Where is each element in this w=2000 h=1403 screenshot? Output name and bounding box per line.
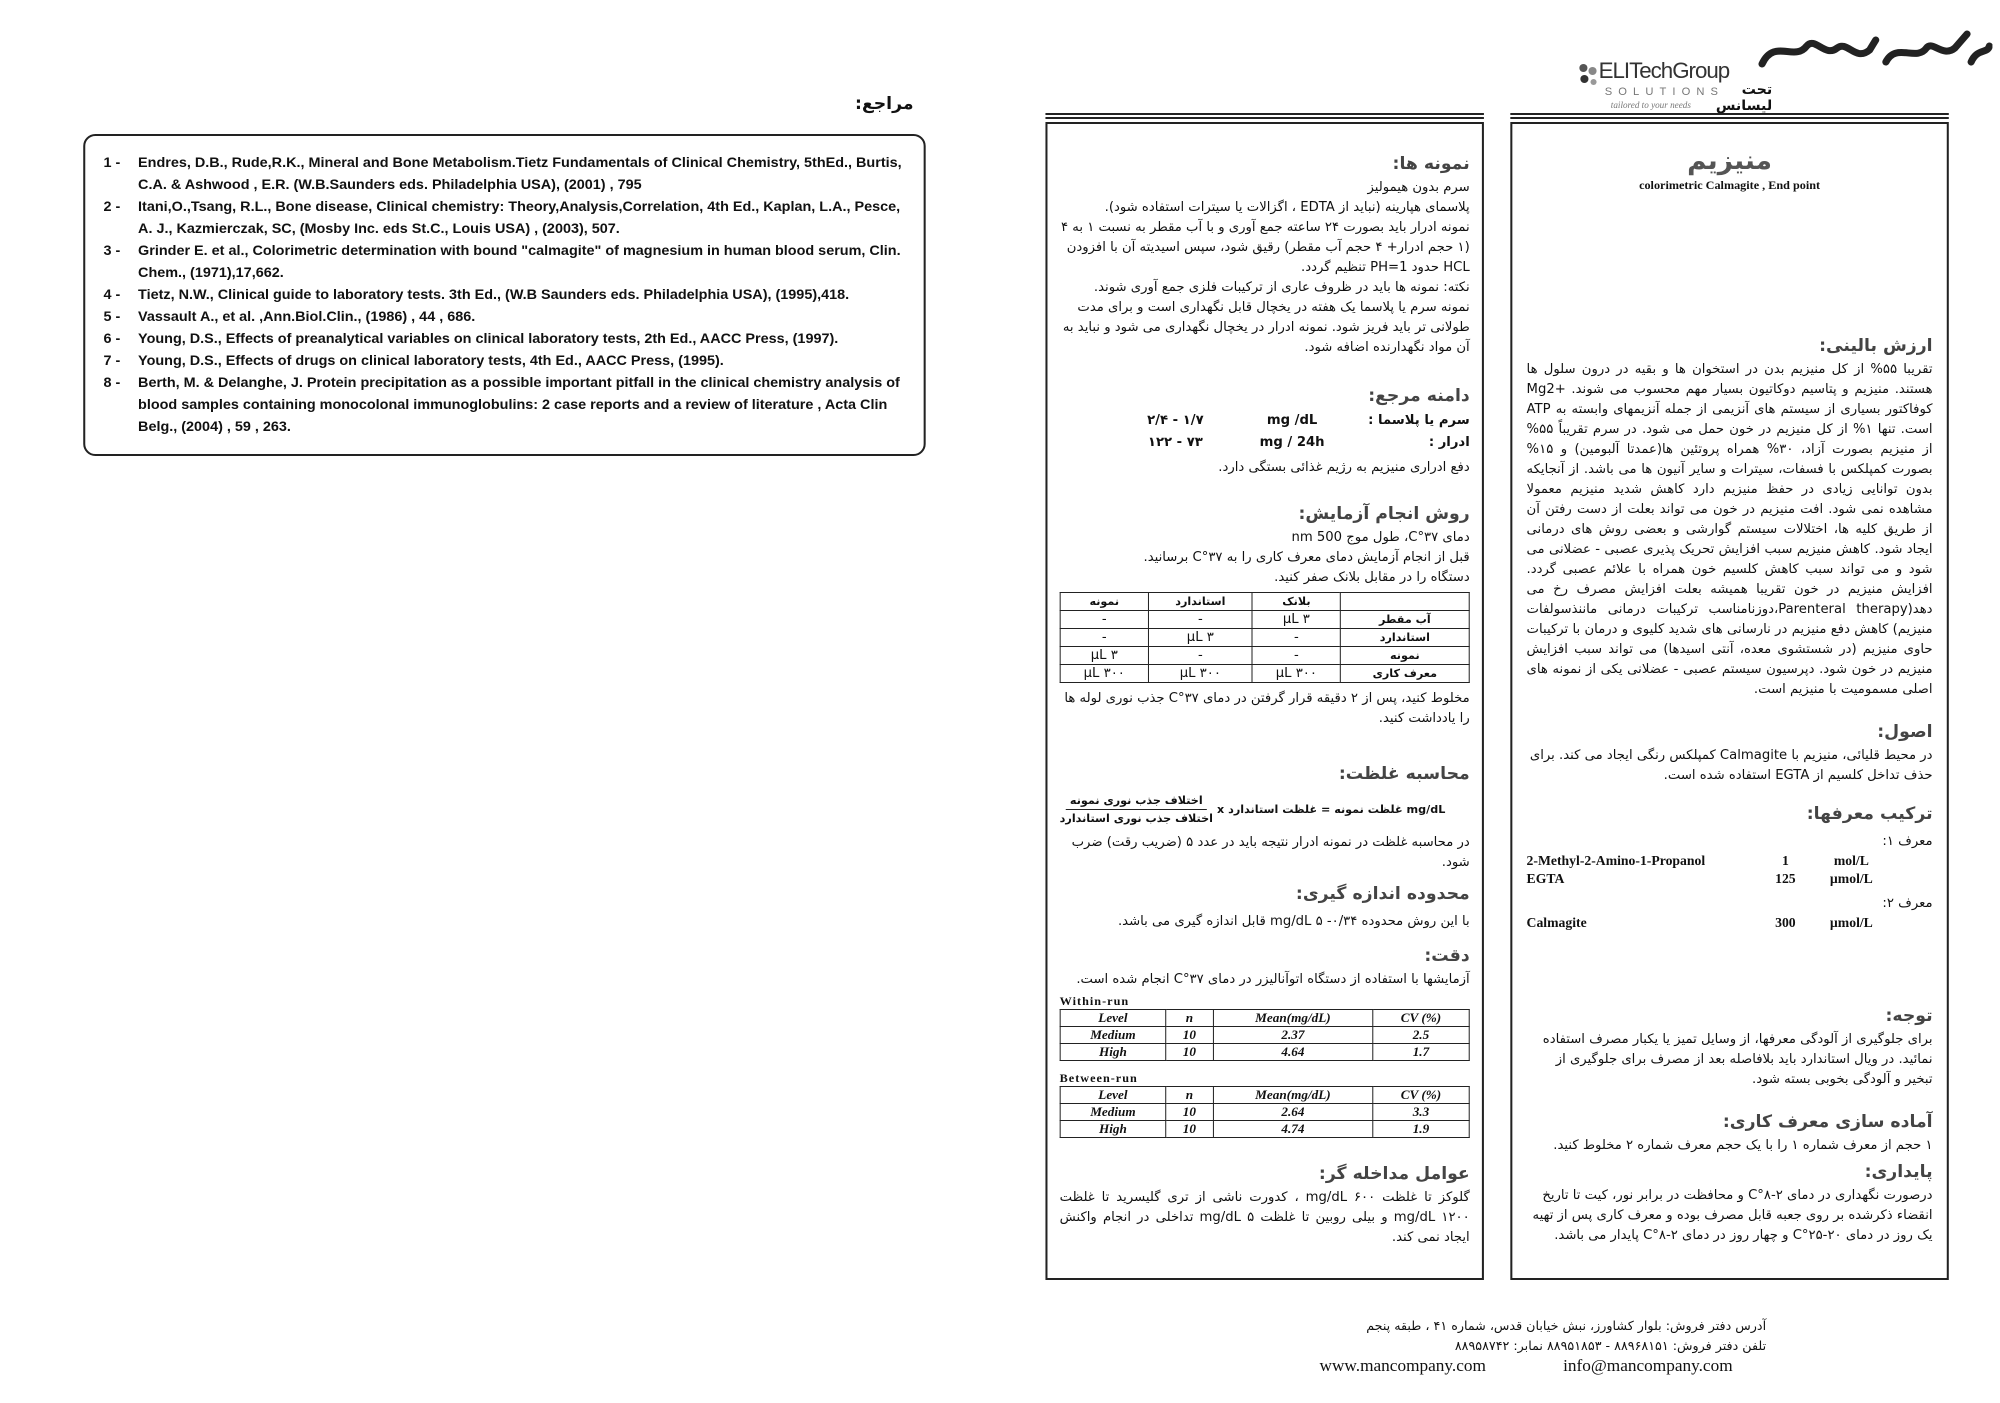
calc-formula (1060, 794, 1470, 825)
mid-column (1045, 122, 1483, 1280)
reagent-unit: µmol/L (1829, 871, 1873, 886)
partner-dots-icon (1576, 62, 1598, 92)
precision-cell: High (1060, 1044, 1166, 1061)
reagents-heading: ترکیب معرفها: (1806, 804, 1933, 824)
references-list (104, 152, 906, 438)
footer-email[interactable]: info@mancompany.com (1563, 1356, 1733, 1375)
procedure-line-3: دستگاه را در مقابل بلانک صفر کنید. (1274, 570, 1470, 585)
procedure-cell: نمونه (1340, 647, 1469, 665)
reference-item (104, 306, 906, 328)
stability-heading: پایداری: (1864, 1162, 1933, 1182)
ranges-heading: دامنه مرجع: (1368, 386, 1470, 406)
interference-body: گلوکز تا غلظت mg/dL ۶۰۰ ، کدورت ناشی از تری گلیسرید تا غلظت mg/dL ۱۲۰۰ و بیلی روبین تا غلظت mg/dL ۵ تداخلی در انجام واکنش ایجاد نمی کند. (1059, 1190, 1470, 1245)
precision-cell: Medium (1060, 1104, 1166, 1121)
precision-cell: 2.5 (1373, 1027, 1470, 1044)
calc-section (1060, 764, 1470, 873)
procedure-col-header (1340, 593, 1469, 611)
clinical-heading: ارزش بالینی: (1819, 336, 1933, 356)
procedure-col-header: بلانک (1252, 593, 1340, 611)
procedure-table-row (1060, 665, 1469, 683)
reagent-row (1527, 914, 1933, 932)
procedure-cell: آب مقطر (1340, 611, 1469, 629)
range-row (1060, 410, 1470, 432)
footer-website[interactable]: www.mancompany.com (1319, 1356, 1486, 1375)
reagent-conc: 300 (1775, 915, 1796, 930)
reagent-name: 2-Methyl-2-Amino-1-Propanol (1526, 853, 1706, 868)
principle-section (1527, 722, 1933, 786)
reference-text: Vassault A., et al. ,Ann.Biol.Clin., (1986) , 44 , 686. (138, 309, 476, 325)
brand-logo-mark (1754, 18, 1993, 78)
calc-heading: محاسبه غلظت: (1338, 764, 1470, 784)
partner-logo (1576, 56, 1769, 116)
note-body: برای جلوگیری از آلودگی معرفها، از وسایل تمیز یا یکبار مصرف استفاده نمائید. در ویال استاندارد باید بلافاصله بعد از مصرف برای جلوگیری از تبخیر و آلودگی بخوبی بسته شود. (1542, 1032, 1933, 1087)
working-body: ۱ حجم از معرف شماره ۱ را با یک حجم معرف شماره ۲ مخلوط کنید. (1553, 1138, 1933, 1153)
precision-col-header: n (1166, 1010, 1213, 1027)
precision-row (1060, 1044, 1469, 1061)
reference-text: Endres, D.B., Rude,R.K., Mineral and Bone Metabolism.Tietz Fundamentals of Clinical Chemistry, 5thEd., Burtis, C.A. & Ashwood , E.R. (W.B.Saunders eds. Philadelphia USA), (2001) , 795 (138, 155, 902, 193)
procedure-after: مخلوط کنید، پس از ۲ دقیقه قرار گرفتن در دمای ۳۷°C جذب نوری لوله ها را یادداشت کنید. (1064, 691, 1470, 726)
right-column (1510, 122, 1948, 1280)
clinical-section (1527, 336, 1933, 700)
reference-number: 5 - (103, 309, 121, 325)
procedure-cell: - (1060, 629, 1148, 647)
precision-row (1060, 1121, 1469, 1138)
precision-col-header: Level (1060, 1087, 1166, 1104)
reagent-row (1527, 852, 1933, 870)
precision-cell: 3.3 (1373, 1104, 1470, 1121)
procedure-table-header (1060, 593, 1469, 611)
reagent-name: Calmagite (1526, 915, 1587, 930)
precision-row (1060, 1027, 1469, 1044)
reagent-unit: µmol/L (1829, 915, 1873, 930)
range-label: سرم یا پلاسما : (1368, 413, 1470, 428)
precision-cell: 2.64 (1213, 1104, 1373, 1121)
reference-number: 7 - (103, 353, 121, 369)
calc-note: در محاسبه غلظت در نمونه ادرار نتیجه باید در عدد ۵ (ضریب رقت) ضرب شود. (1071, 835, 1470, 870)
reference-item (104, 372, 906, 438)
reagent1-list (1527, 852, 1933, 888)
range-value: ۷۳ - ۱۲۲ (1147, 435, 1203, 450)
procedure-cell: استاندارد (1340, 629, 1469, 647)
reference-number: 6 - (103, 331, 121, 347)
references-box (83, 134, 925, 456)
ranges-rows (1060, 410, 1470, 454)
within-run-table (1060, 1009, 1470, 1061)
clinical-body: تقریبا ۵۵% از کل منیزیم بدن در استخوان ها و بقیه در درون سلول ها هستند. منیزیم و پتاسیم دوکاتیون بسیار مهم محسوب می شوند. +Mg2 کوفاکتور بسیاری از سیستم های آنزیمی از جمله آنزیمهای وابسته به ATP است. تنها ۱% از کل منیزیم در خون حمل می شود. در سرم تقریباً ۵۵% از منیزیم بصورت آزاد، ۳۰% همراه پروتئین ها(عمدتا آلبومین) و ۱۵% بصورت کمپلکس با فسفات، سیترات و سایر آنیون ها می باشد. از آنجایکه بدون توانایی زیادی در حفظ منیزیم دارد کاهش شدید منیزیم معمولا مشاهده نمی شود. افت منیزیم در خون می تواند بعلت از دست رفتن آن از طریق کلیه ها، اختلالات سیستم گوارشی و بعضی روش های درمانی ایجاد شود. کاهش منیزیم سبب افزایش تحریک پذیری عصبی - عضلانی می شود و می تواند سبب کاهش کلسیم خون همراه با علائم عصبی گردد. افزایش منیزیم در خون تقریبا همیشه بعلت افزایش مصرف رخ می دهد(Parenteral therapy،دوزنامناسب ترکیبات درمانی ماننذسولفات منیزیم) کاهش دفع منیزیم در نارسانی های شدید کلیوی و درمان با ترکیبات حاوی منیزیم (در شستشوی معده، آنتی اسیدها) می تواند سبب افزایش منیزیم در خون شود. دپرسیون سیستم عصبی - عضلانی یکی از نمونه های اصلی مسمومیت با منیزیم است. (1526, 362, 1933, 697)
specimens-body: سرم بدون هیمولیز پلاسمای هپارینه (نباید از EDTA ، اگزالات یا سیترات استفاده شود). نمونه ادرار باید بصورت ۲۴ ساعته جمع آوری و با آب مقطر به نسبت ۱ به ۴ (۱ حجم ادرار+ ۴ حجم آب مقطر) رقیق شود، سپس اسیدیته آن با افزودن HCL حدود PH=1 تنظیم گردد. نکته: نمونه ها باید در ظروف عاری از ترکیبات فلزی جمع آوری شوند. نمونه سرم یا پلاسما یک هفته در یخچال قابل نگهداری است و برای مدت طولانی تر باید فریز شود. نمونه ادرار در یخچال نگهداری می شود و نباید به آن مواد نگهدارنده اضافه شود. (1060, 180, 1470, 355)
procedure-cell: ۳۰۰ µL (1060, 665, 1148, 683)
within-run-label: Within-run (1059, 994, 1130, 1008)
procedure-cell: ۳۰۰ µL (1252, 665, 1340, 683)
working-heading: آماده سازی معرف کاری: (1722, 1112, 1933, 1132)
reference-item (104, 350, 906, 372)
precision-col-header: Mean(mg/dL) (1213, 1010, 1373, 1027)
license-label: تحت لیسانس (1715, 82, 1773, 114)
procedure-line-1: دمای ۳۷°C، طول موج 500 nm (1291, 530, 1470, 545)
procedure-cell: - (1148, 647, 1252, 665)
precision-col-header: Level (1060, 1010, 1166, 1027)
principle-heading: اصول: (1877, 722, 1933, 742)
mid-top-rule (1045, 113, 1483, 119)
precision-cell: 1.7 (1373, 1044, 1470, 1061)
reference-number: 3 - (103, 243, 121, 259)
partner-tagline: tailored to your needs (1610, 100, 1691, 110)
reference-text: Berth, M. & Delanghe, J. Protein precipitation as a possible important pitfall in the clinical chemistry analysis of blood samples containing monocolonal immunoglobulins: 2 case reports and a review of literature , Acta Clin Belg., (2004) , 59 , 263. (138, 375, 900, 435)
calc-lhs: mg/dL غلظت نمونه = غلظت استاندارد x (1217, 803, 1446, 816)
procedure-table-row (1060, 629, 1469, 647)
note-heading: توجه: (1885, 1006, 1933, 1026)
partner-sub: SOLUTIONS (1604, 86, 1725, 98)
footer-address: آدرس دفتر فروش: بلوار کشاورز، نبش خیابان قدس، شماره ۴۱ ، طبقه پنجم (1366, 1318, 1767, 1333)
reference-number: 2 - (103, 199, 121, 215)
reagent-unit: mol/L (1833, 853, 1869, 868)
precision-cell: 10 (1166, 1044, 1213, 1061)
reagent-row (1527, 870, 1933, 888)
precision-cell: Medium (1060, 1027, 1166, 1044)
procedure-col-header: نمونه (1060, 593, 1148, 611)
partner-name: ELITechGroup (1598, 58, 1730, 83)
precision-cell: 10 (1166, 1027, 1213, 1044)
precision-col-header: n (1166, 1087, 1213, 1104)
between-run-label: Between-run (1059, 1071, 1138, 1085)
range-row (1060, 432, 1470, 454)
precision-body: آزمایشها با استفاده از دستگاه اتوآنالیزر در دمای ۳۷°C انجام شده است. (1076, 972, 1470, 987)
principle-body: در محیط قلیائی، منیزیم با Calmagite کمپلکس رنگی ایجاد می کند. برای حذف تداخل کلسیم از EGTA استفاده شده است. (1529, 748, 1933, 783)
reference-text: Young, D.S., Effects of drugs on clinical laboratory tests, 4th Ed., AACC Press, (1995). (138, 353, 724, 369)
specimens-section (1060, 154, 1470, 358)
procedure-table-row (1060, 611, 1469, 629)
title-block (1512, 146, 1946, 193)
reference-item (104, 284, 906, 306)
stability-body: درصورت نگهداری در دمای ۲-۸°C و محافظت در برابر نور، کیت تا تاریخ انقضاء ذکرشده بر روی جعبه قابل مصرف بوده و معرف کاری پس از تهیه یک روز در دمای ۲۰-۲۵°C و چهار روز در دمای ۲-۸°C پایدار می باشد. (1532, 1188, 1933, 1243)
procedure-cell: ۳ µL (1148, 629, 1252, 647)
reagent1-label: معرف ۱: (1882, 834, 1933, 849)
procedure-heading: روش انجام آزمایش: (1298, 504, 1470, 524)
precision-cell: 10 (1166, 1121, 1213, 1138)
precision-header (1060, 1087, 1469, 1104)
product-subtitle: colorimetric Calmagite , End point (1639, 178, 1821, 192)
product-title: منیزیم (1687, 146, 1773, 176)
note-section (1527, 1006, 1933, 1090)
ranges-section (1060, 386, 1470, 478)
precision-cell: 10 (1166, 1104, 1213, 1121)
calc-fraction (1060, 794, 1213, 825)
precision-cell: 2.37 (1213, 1027, 1373, 1044)
reagent-conc: 1 (1781, 853, 1789, 868)
precision-heading: دقت: (1424, 946, 1470, 966)
interference-heading: عوامل مداخله گر: (1318, 1164, 1470, 1184)
reference-item (104, 328, 906, 350)
procedure-cell: ۳ µL (1060, 647, 1148, 665)
reference-text: Grinder E. et al., Colorimetric determination with bound "calmagite" of magnesium in human blood serum, Clin. Chem., (1971),17,662. (138, 243, 901, 281)
range-value: ۱/۷ - ۲/۴ (1147, 413, 1204, 428)
interference-section (1060, 1164, 1470, 1248)
range-label: ادرار : (1428, 435, 1470, 450)
precision-row (1060, 1104, 1469, 1121)
precision-header (1060, 1010, 1469, 1027)
reference-text: Young, D.S., Effects of preanalytical variables on clinical laboratory tests, 2th Ed., AACC Press, (1997). (138, 331, 839, 347)
reagent2-list (1527, 914, 1933, 932)
procedure-cell: - (1060, 611, 1148, 629)
precision-cell: 1.9 (1373, 1121, 1470, 1138)
stability-section (1527, 1162, 1933, 1246)
procedure-cell: - (1148, 611, 1252, 629)
footer-phone: تلفن دفتر فروش: ۸۸۹۶۸۱۵۱ - ۸۸۹۵۱۸۵۳ نمابر: ۸۸۹۵۸۷۴۲ (1454, 1338, 1767, 1353)
references-title: مراجع: (855, 94, 914, 114)
reagents-section (1527, 804, 1933, 932)
working-section (1527, 1112, 1933, 1156)
procedure-cell: ۳۰۰ µL (1148, 665, 1252, 683)
precision-col-header: Mean(mg/dL) (1213, 1087, 1373, 1104)
reference-number: 4 - (103, 287, 121, 303)
reference-number: 1 - (103, 155, 121, 171)
calc-denominator: اختلاف جذب نوری استاندارد (1059, 812, 1213, 825)
range-unit: mg / 24h (1259, 435, 1325, 450)
range-unit: mg /dL (1266, 413, 1318, 428)
procedure-section (1060, 504, 1470, 729)
reference-item (104, 152, 906, 196)
right-top-rule (1510, 113, 1948, 119)
between-run-table (1060, 1086, 1470, 1138)
precision-col-header: CV (%) (1373, 1087, 1470, 1104)
linearity-body: با این روش محدوده mg/dL ۵ -۰/۳۴ قابل اندازه گیری می باشد. (1117, 914, 1470, 929)
reagent-name: EGTA (1526, 871, 1565, 886)
precision-cell: High (1060, 1121, 1166, 1138)
precision-cell: 4.64 (1213, 1044, 1373, 1061)
brand-logo (1754, 18, 1993, 78)
footer-contact (1279, 1316, 1766, 1356)
ranges-note: دفع ادراری منیزیم به رژیم غذائی بستگی دارد. (1218, 460, 1470, 475)
linearity-heading: محدوده اندازه گیری: (1295, 884, 1470, 904)
reference-item (104, 196, 906, 240)
reagent2-label: معرف ۲: (1882, 896, 1933, 911)
precision-cell: 4.74 (1213, 1121, 1373, 1138)
calc-numerator: اختلاف جذب نوری نمونه (1066, 794, 1207, 810)
specimens-heading: نمونه ها: (1392, 154, 1470, 174)
precision-section (1060, 946, 1470, 1138)
reference-number: 8 - (103, 375, 121, 391)
procedure-table (1060, 592, 1470, 683)
reference-text: Tietz, N.W., Clinical guide to laboratory tests. 3th Ed., (W.B Saunders eds. Philadelphia USA), (1995),418. (138, 287, 850, 303)
procedure-cell: - (1252, 629, 1340, 647)
reference-text: Itani,O.,Tsang, R.L., Bone disease, Clinical chemistry: Theory,Analysis,Correlation, 4th Ed., Kaplan, L.A., Pesce, A. J., Kazmierczak, SC, (Mosby Inc. eds St.C., Louis USA) , (2003), 507. (138, 199, 901, 237)
reference-item (104, 240, 906, 284)
procedure-line-2: قبل از انجام آزمایش دمای معرف کاری را به ۳۷°C برسانید. (1143, 550, 1470, 565)
procedure-cell: معرف کاری (1340, 665, 1469, 683)
procedure-cell: - (1252, 647, 1340, 665)
procedure-cell: ۳ µL (1252, 611, 1340, 629)
procedure-col-header: استاندارد (1148, 593, 1252, 611)
precision-col-header: CV (%) (1373, 1010, 1470, 1027)
procedure-table-row (1060, 647, 1469, 665)
linearity-section (1060, 884, 1470, 932)
reagent-conc: 125 (1775, 871, 1796, 886)
